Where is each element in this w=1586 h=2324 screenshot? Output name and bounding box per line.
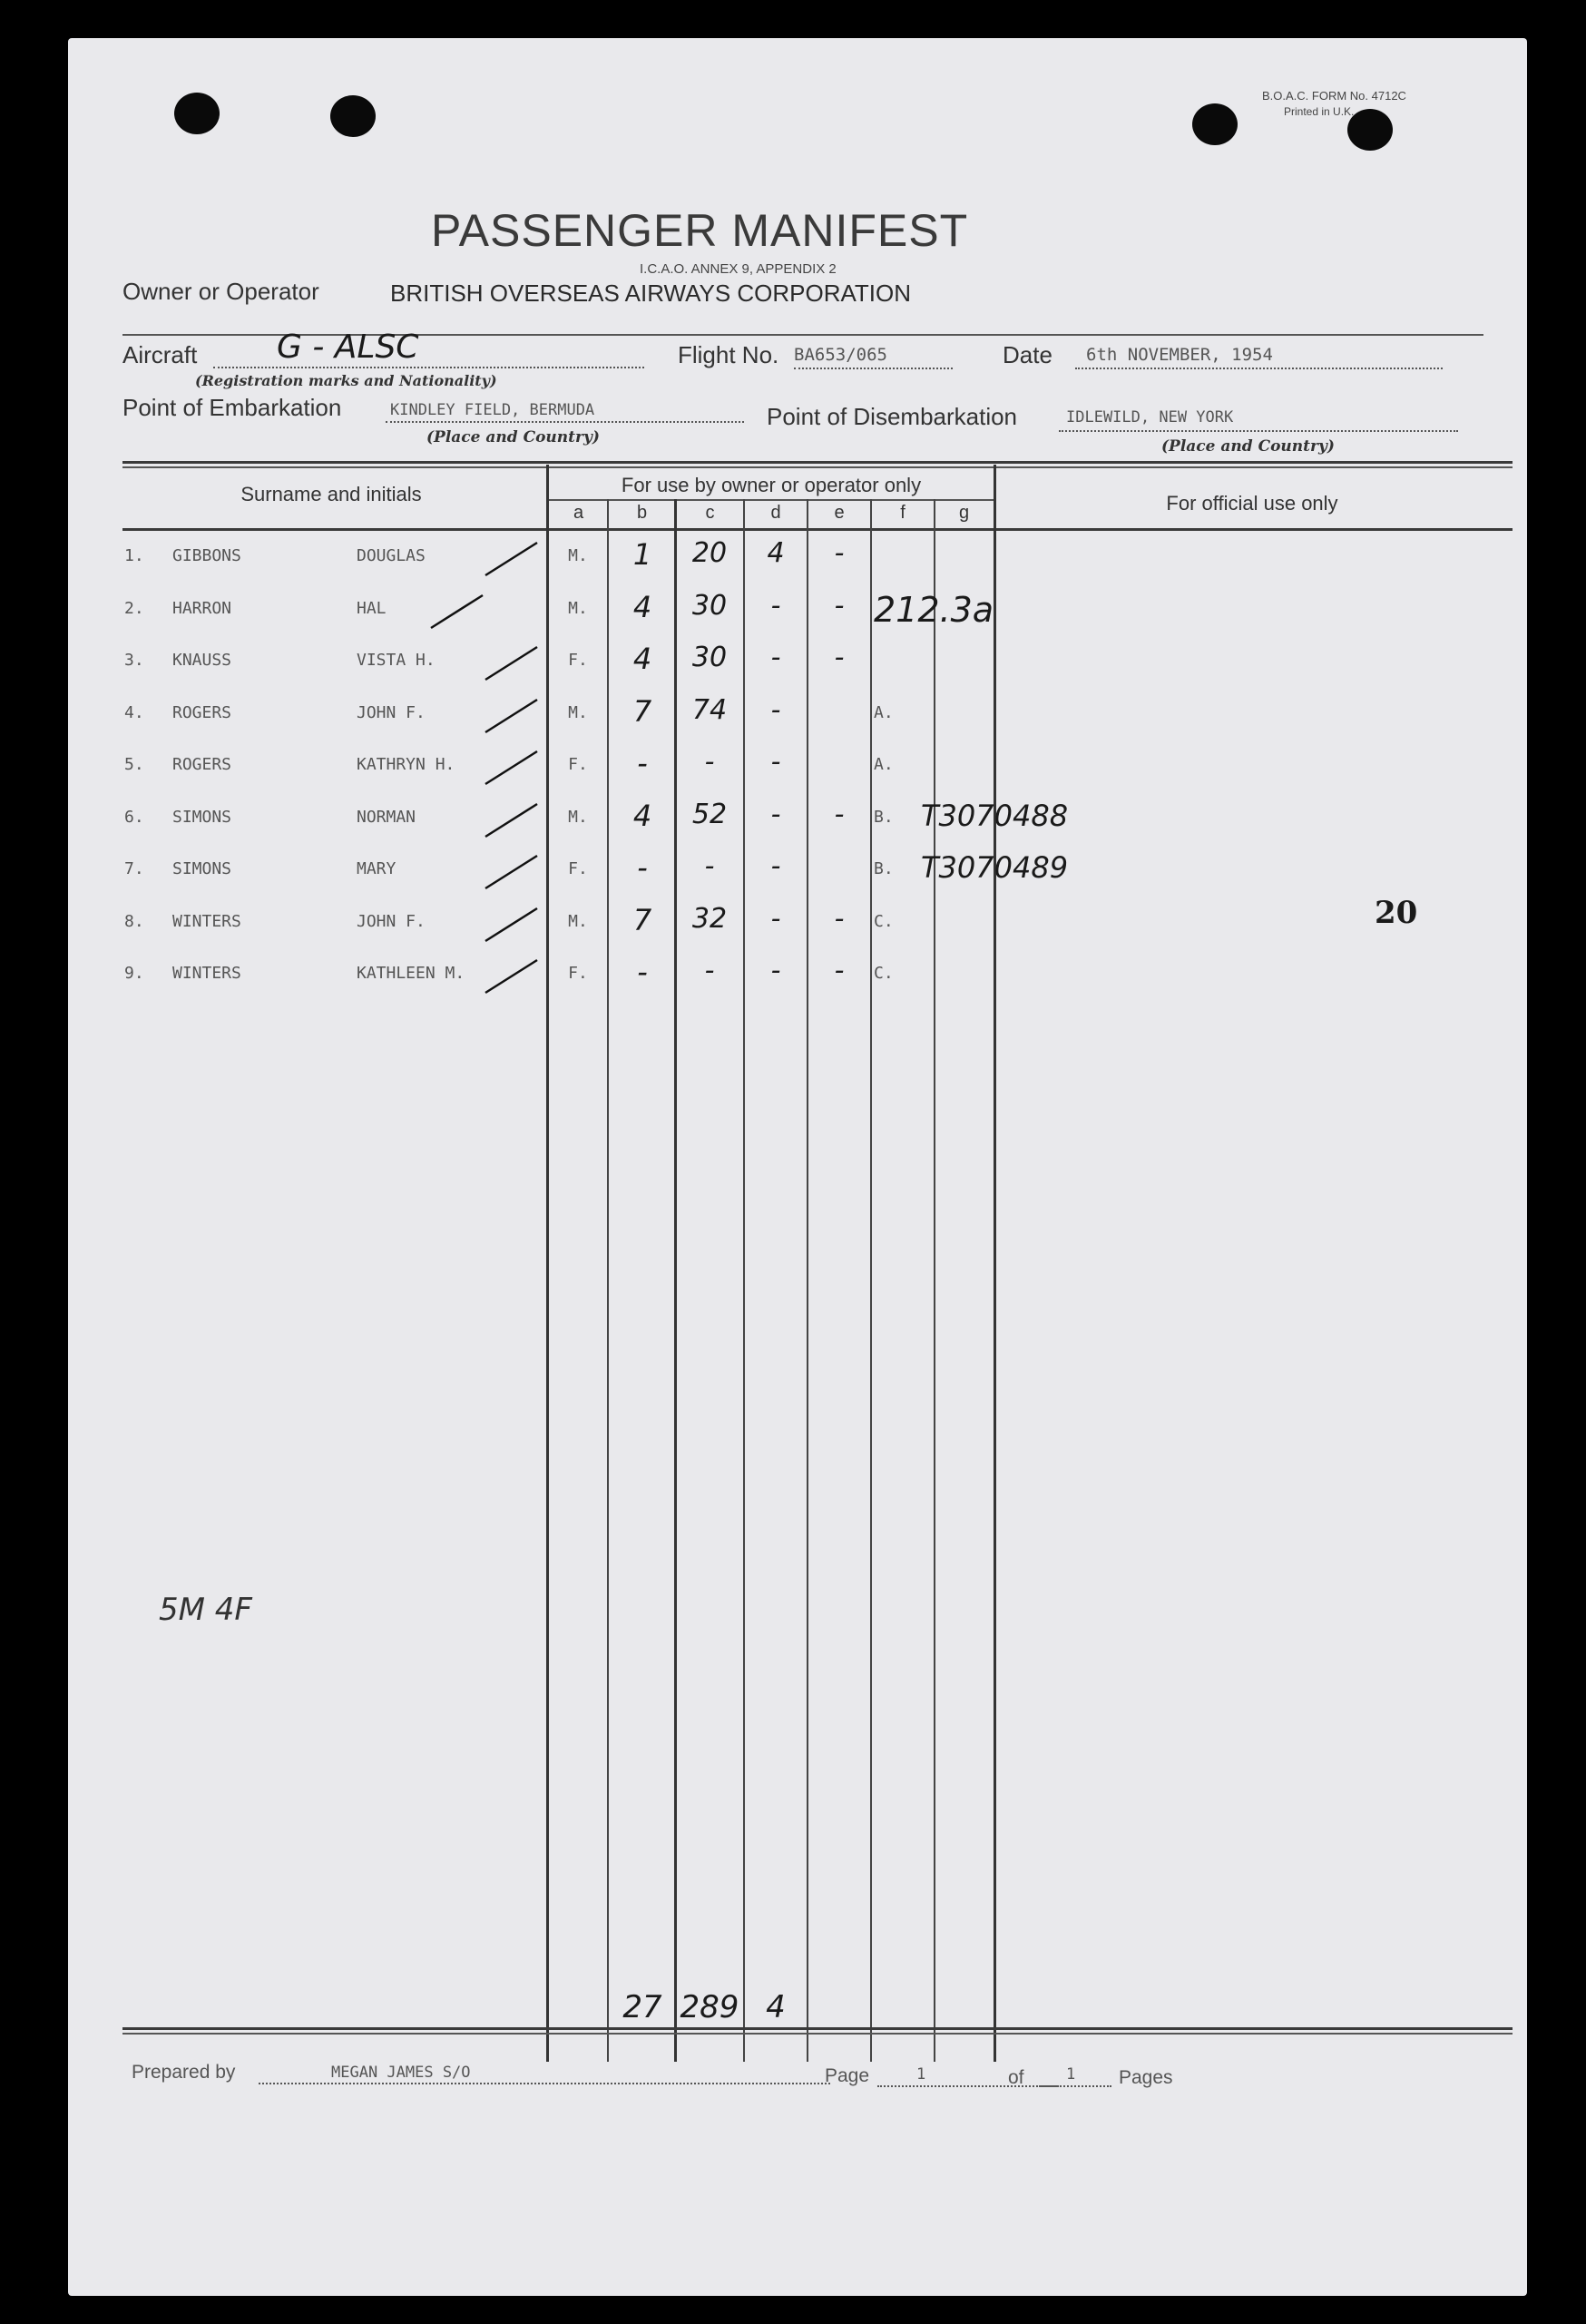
col-f-value: B.: [874, 859, 894, 878]
total-b: 27: [622, 1989, 662, 2025]
punch-hole: [330, 95, 376, 137]
col-g-value: T3070488: [921, 799, 1069, 833]
passenger-surname: SIMONS: [172, 808, 232, 827]
table-bottom-rule: [122, 2033, 1513, 2035]
col-d-value: -: [770, 955, 781, 986]
total-c: 289: [680, 1989, 739, 2025]
disembark-note: (Place and Country): [1161, 437, 1335, 456]
total-d: 4: [766, 1989, 786, 2025]
col-d-value: -: [770, 694, 781, 726]
passenger-given-name: MARY: [357, 859, 396, 878]
aircraft-note: (Registration marks and Nationality): [195, 372, 497, 389]
disembark-line: [1059, 430, 1458, 432]
col-c-value: 74: [691, 694, 728, 726]
passenger-given-name: VISTA H.: [357, 651, 436, 670]
punch-hole: [174, 93, 220, 134]
check-tick-mark: [481, 901, 544, 946]
table-row: [68, 640, 1520, 687]
col-a-value: M.: [568, 808, 588, 827]
col-a-value: M.: [568, 912, 588, 931]
col-b-value: 1: [632, 537, 652, 572]
table-top-rule: [122, 466, 1513, 468]
col-e-value: -: [834, 537, 845, 569]
punch-hole: [1347, 109, 1393, 151]
passenger-surname: SIMONS: [172, 859, 232, 878]
row-number: 7.: [124, 859, 144, 878]
disembark-label: Point of Disembarkation: [767, 403, 1018, 430]
col-a-value: M.: [568, 703, 588, 722]
prepared-label: Prepared by: [132, 2062, 236, 2083]
of-value: 1: [1066, 2065, 1076, 2084]
col-a-value: M.: [568, 599, 588, 618]
flight-value: BA653/065: [794, 345, 887, 365]
col-surname-header: Surname and initials: [240, 483, 422, 505]
col-c-value: -: [704, 955, 715, 986]
punch-hole: [1192, 103, 1238, 145]
form-code: B.O.A.C. FORM No. 4712C: [1262, 89, 1406, 103]
passenger-given-name: DOUGLAS: [357, 546, 426, 565]
check-tick-mark: [481, 744, 544, 789]
check-tick-mark: [426, 588, 490, 633]
col-b-value: -: [637, 955, 648, 989]
aircraft-value: G - ALSC: [277, 328, 419, 366]
col-d-value: -: [770, 799, 781, 830]
check-tick-mark: [481, 848, 544, 894]
col-owner-header: For use by owner or operator only: [621, 474, 922, 496]
col-c-value: 30: [691, 642, 728, 673]
col-f-value: A.: [874, 755, 894, 774]
date-label: Date: [1003, 341, 1052, 368]
date-line: [1075, 368, 1443, 369]
owner-label: Owner or Operator: [122, 278, 319, 305]
table-top-rule: [122, 461, 1513, 464]
col-c-value: 32: [691, 903, 728, 935]
check-tick-mark: [481, 797, 544, 842]
embark-line: [386, 421, 744, 423]
col-b-value: 7: [632, 903, 652, 937]
row-number: 6.: [124, 808, 144, 827]
prepared-line: [259, 2083, 830, 2084]
col-e-value: -: [834, 642, 845, 673]
embark-note: (Place and Country): [426, 428, 600, 446]
table-row: [68, 692, 1520, 740]
page-title: PASSENGER MANIFEST: [431, 205, 969, 256]
tally-note: 5M 4F: [159, 1592, 252, 1628]
table-row: [68, 848, 1520, 896]
of-line: [1039, 2085, 1111, 2087]
check-tick-mark: [481, 535, 544, 581]
row-number: 2.: [124, 599, 144, 618]
embark-label: Point of Embarkation: [122, 394, 342, 421]
check-tick-mark: [481, 640, 544, 685]
passenger-given-name: JOHN F.: [357, 703, 426, 722]
check-tick-mark: [481, 692, 544, 738]
page-line: [877, 2085, 1059, 2087]
col-a-value: F.: [568, 755, 588, 774]
table-row: [68, 588, 1520, 635]
row-number: 1.: [124, 546, 144, 565]
aircraft-label: Aircraft: [122, 341, 198, 368]
passenger-surname: ROGERS: [172, 703, 232, 722]
passenger-given-name: KATHRYN H.: [357, 755, 455, 774]
table-row: [68, 535, 1520, 583]
embark-value: KINDLEY FIELD, BERMUDA: [390, 401, 595, 419]
of-label: of: [1008, 2067, 1024, 2088]
col-letter: a: [573, 503, 584, 523]
flight-label: Flight No.: [678, 341, 779, 368]
col-a-value: F.: [568, 964, 588, 983]
prepared-value: MEGAN JAMES S/O: [331, 2064, 471, 2082]
passenger-surname: KNAUSS: [172, 651, 232, 670]
passenger-surname: WINTERS: [172, 912, 241, 931]
date-value: 6th NOVEMBER, 1954: [1086, 345, 1273, 365]
col-a-value: M.: [568, 546, 588, 565]
page-label: Page: [825, 2065, 870, 2086]
row-number: 5.: [124, 755, 144, 774]
aircraft-line: [213, 367, 644, 368]
passenger-surname: WINTERS: [172, 964, 241, 983]
col-c-value: -: [704, 746, 715, 778]
stamp-number: 20: [1375, 895, 1418, 931]
col-c-value: 30: [691, 590, 728, 622]
flight-line: [794, 368, 953, 369]
col-a-value: F.: [568, 859, 588, 878]
manifest-sheet: [68, 38, 1527, 2296]
passenger-given-name: KATHLEEN M.: [357, 964, 465, 983]
col-letter: e: [834, 503, 845, 523]
col-f-value: B.: [874, 808, 894, 827]
check-tick-mark: [481, 953, 544, 998]
table-bottom-rule: [122, 2027, 1513, 2030]
passenger-given-name: HAL: [357, 599, 387, 618]
col-d-value: -: [770, 850, 781, 882]
table-row: [68, 797, 1520, 844]
page-subtitle: I.C.A.O. ANNEX 9, APPENDIX 2: [640, 261, 837, 277]
col-official-header: For official use only: [1166, 492, 1338, 515]
col-letter: d: [770, 503, 781, 523]
header-divider: [549, 499, 994, 501]
col-b-value: 4: [632, 642, 652, 676]
col-f-value: A.: [874, 703, 894, 722]
passenger-surname: GIBBONS: [172, 546, 241, 565]
col-c-value: -: [704, 850, 715, 882]
table-row: [68, 744, 1520, 791]
pages-label: Pages: [1119, 2067, 1173, 2088]
col-letter: c: [705, 503, 715, 523]
col-b-value: -: [637, 850, 648, 885]
row-number: 4.: [124, 703, 144, 722]
col-letter: b: [636, 503, 648, 523]
form-printed: Printed in U.K.: [1284, 105, 1355, 118]
col-d-value: -: [770, 903, 781, 935]
col-b-value: -: [637, 746, 648, 780]
passenger-surname: ROGERS: [172, 755, 232, 774]
col-d-value: -: [770, 590, 781, 622]
col-b-value: 7: [632, 694, 652, 729]
col-d-value: -: [770, 746, 781, 778]
col-c-value: 52: [691, 799, 728, 830]
col-f-value: C.: [874, 912, 894, 931]
col-a-value: F.: [568, 651, 588, 670]
col-e-value: -: [834, 903, 845, 935]
page-value: 1: [916, 2065, 926, 2084]
col-c-value: 20: [691, 537, 728, 569]
table-row: [68, 901, 1520, 948]
col-b-value: 4: [632, 590, 652, 624]
header-bottom-rule: [122, 528, 1513, 531]
col-letter: f: [900, 503, 906, 523]
row-number: 3.: [124, 651, 144, 670]
disembark-value: IDLEWILD, NEW YORK: [1066, 408, 1234, 427]
passenger-given-name: NORMAN: [357, 808, 416, 827]
table-row: [68, 953, 1520, 1000]
col-e-value: -: [834, 590, 845, 622]
col-f-value: 212.3a: [874, 590, 994, 630]
passenger-surname: HARRON: [172, 599, 232, 618]
col-d-value: -: [770, 642, 781, 673]
owner-value: BRITISH OVERSEAS AIRWAYS CORPORATION: [390, 279, 912, 307]
col-e-value: -: [834, 799, 845, 830]
row-number: 9.: [124, 964, 144, 983]
col-letter: g: [958, 503, 970, 523]
col-f-value: C.: [874, 964, 894, 983]
passenger-given-name: JOHN F.: [357, 912, 426, 931]
col-g-value: T3070489: [921, 850, 1069, 885]
col-e-value: -: [834, 955, 845, 986]
col-d-value: 4: [767, 537, 785, 569]
row-number: 8.: [124, 912, 144, 931]
col-b-value: 4: [632, 799, 652, 833]
